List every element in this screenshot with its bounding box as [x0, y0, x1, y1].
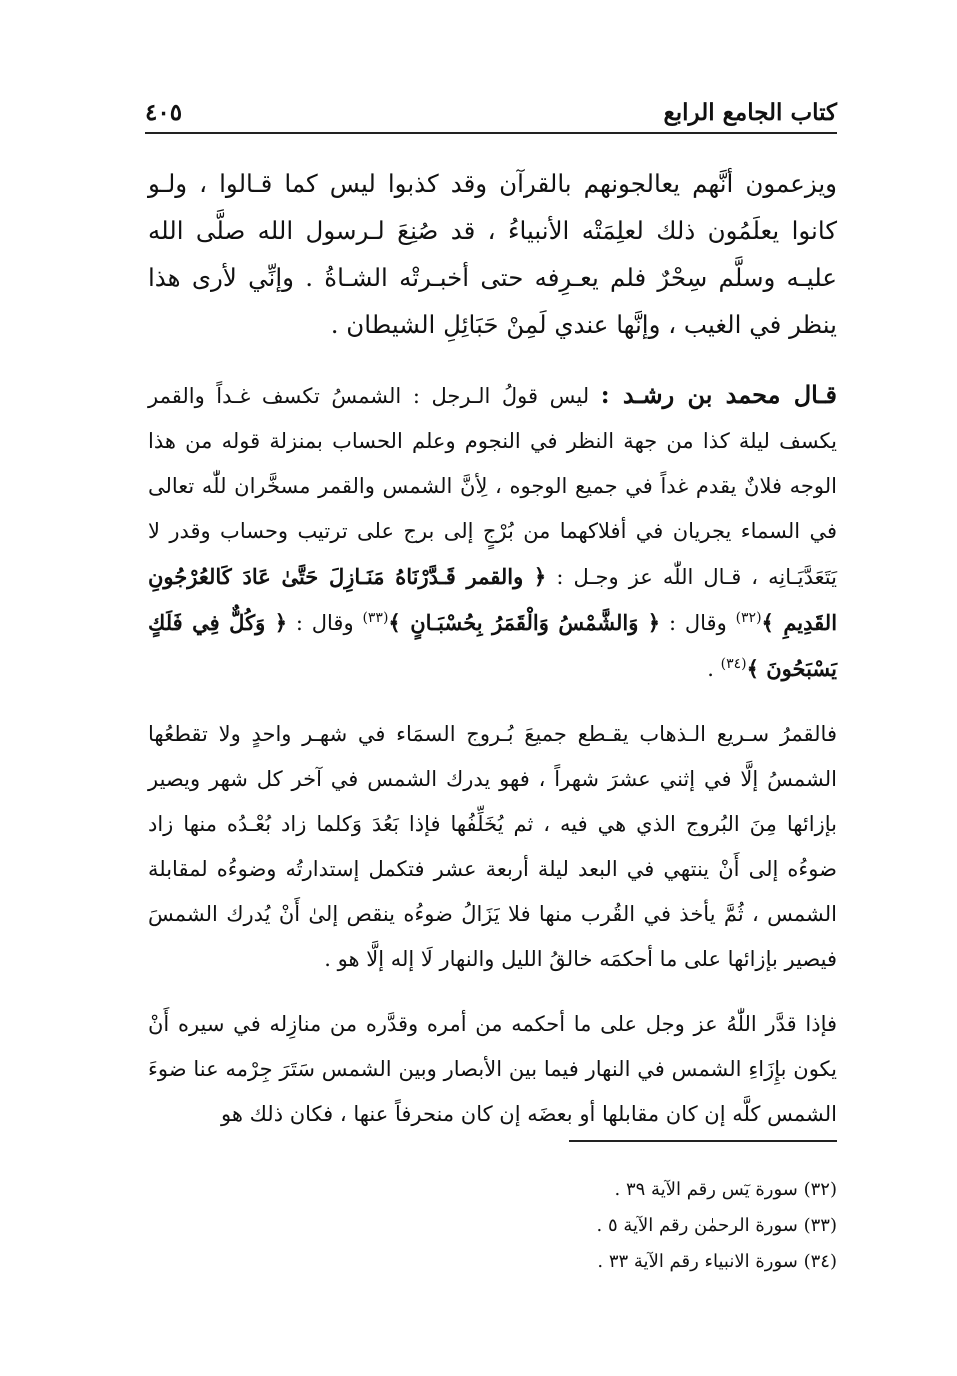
- paragraph-2: [148, 372, 837, 692]
- footnote-34: (٣٤) سورة الانبياء رقم الآية ٣٣ .: [597, 1251, 837, 1272]
- quran-verse-3: ﴿ وَكُلٌّ فِي فَلَكٍ يَسْبَحُونَ ﴾: [148, 610, 837, 681]
- footnote-32: (٣٢) سورة يٓس رقم الآية ٣٩ .: [614, 1179, 837, 1200]
- paragraph-3: فالقمرُ سـريع الـذهاب يقـطع جميعَ بُـروج السمَاء في شهـر واحدٍ ولا تقطعُها الشمسُ إلَّا في إثني عشرَ شهراً ، فهو يدرك الشمس في آخر كل شهر ويصير بإزائها مِنَ البُروج الذي هي فيه ، ثم يُخَلِّفُها فإذا بَعُدَ وَكلما زاد بُعْـدُه منها زاد ضوءُه إلى أَنْ ينتهي في البعد ليلة أربعة عشر فتكمل إستدارتُه وضوءُه لمقابلة الشمس ، ثُمَّ يأخذ في القُرب منها فلا يَزَالُ ضوءُه ينقص إلىٰ أَنْ يُدرك الشمسَ فيصير بإزائها على ما أحكمَه خالقُ الليل والنهار لَا إله إلَّا هو .: [148, 722, 837, 971]
- page-header: [145, 88, 837, 134]
- paragraph-2-text-d: .: [707, 657, 721, 681]
- footnote-ref-33: (٣٣): [362, 610, 389, 626]
- paragraph-1: ويزعمون أنَّهم يعالجونهم بالقرآن وقد كذبوا ليس كما قـالوا ، ولـو كانوا يعلَمُون ذلك لعلِمَتْه الأنبياءُ ، قد صُنِعَ لـرسول الله صلَّى الله عليـه وسلَّم سِحْرٌ فلم يعـرِفه حتى أخبـرتْه الشـاةُ . وإنِّي لأرى هذا ينظر في الغيب ، وإنَّها عندي لَمِنْ حَبَائِلِ الشيطان .: [148, 169, 837, 339]
- footnote-divider: [569, 1140, 837, 1142]
- footnotes: [437, 1172, 837, 1280]
- paragraph-4: فإذا قدَّر اللّٰهُ عز وجل على ما أحكمه من أمره وقدَّره من منازِله في سيره أَنْ يكون بإِزَاءِ الشمس في النهار فيما بين الأبصار وبين الشمس سَتَرَ جِرْمه عنا ضوءَ الشمس كلَّه إن كان مقابلها أو بعضَه إن كان منحرفاً عنها ، فكان ذلك هو: [148, 1012, 837, 1126]
- speaker-name: قـال محمد بن رشـد :: [600, 380, 838, 409]
- paragraph-2-text-b: وقال :: [660, 611, 736, 635]
- quran-verse-2: ﴿ وَالشَّمْسُ وَالْقَمَرُ بِحُسْبَـانٍ ﴾: [388, 610, 661, 635]
- paragraph-2-text-c: وقال :: [287, 611, 363, 635]
- footnote-ref-32: (٣٢): [735, 610, 762, 626]
- running-title: كتاب الجامع الرابع: [663, 99, 837, 126]
- page-number: ٤٠٥: [145, 99, 183, 126]
- main-text: [148, 160, 837, 1157]
- footnote-ref-34: (٣٤): [720, 656, 747, 672]
- paragraph-2-text-a: ليس قولُ الـرجل : الشمسُ تكسف غـداً والقمر يكسف ليلة كذا من جهة النظر في النجوم وعلم الحساب بمنزلة قوله من هذا الوجه فلانٌ يقدم غداً في جميع الوجوه ، لِأنَّ الشمس والقمر مسخَّران للّٰه تعالى في السماء يجريان في أفلاكهما من بُرْجٍ إلى برج على ترتيب وحساب وقدر لا يَتَعَدَّيَـانِه ، قـال اللّٰه عز وجـل :: [148, 384, 837, 589]
- footnote-33: (٣٣) سورة الرحمٰن رقم الآية ٥ .: [596, 1215, 837, 1236]
- quran-verse-1: ﴿ والقمر قَـدَّرْنَاهُ مَنَـازِلَ حَتَّىٰ عَادَ كَالعُرْجُونِ القَدِيمِ ﴾: [148, 564, 838, 635]
